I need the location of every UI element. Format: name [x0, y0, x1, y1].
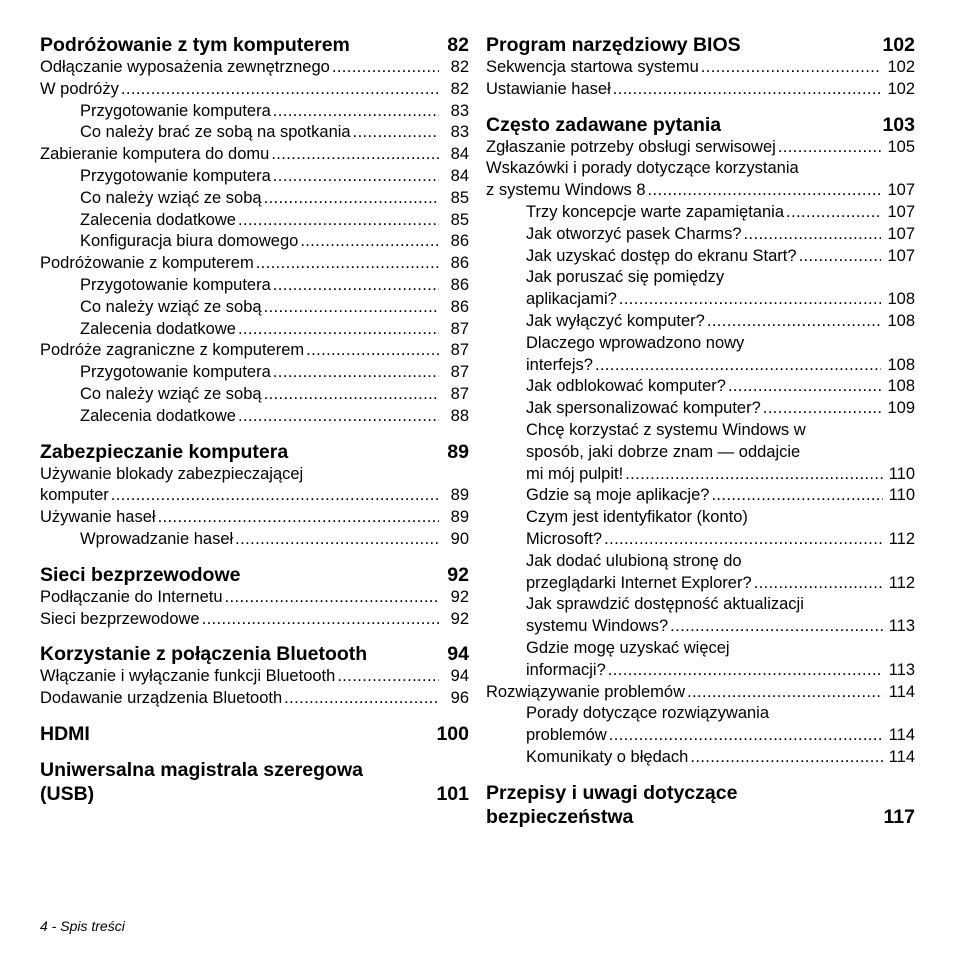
- toc-entry[interactable]: [486, 180, 915, 202]
- toc-entry[interactable]: [40, 253, 469, 275]
- dot-leader: [613, 79, 882, 101]
- toc-entry-text-line: Chcę korzystać z systemu Windows w: [526, 420, 806, 439]
- toc-entry-page-number: 87: [450, 341, 469, 360]
- toc-entry[interactable]: [40, 406, 469, 428]
- dot-leader: [306, 340, 439, 362]
- dot-leader: [273, 166, 439, 188]
- dot-leader: [284, 688, 439, 710]
- page-footer: 4 - Spis treści: [40, 918, 125, 934]
- section-heading[interactable]: [486, 113, 915, 137]
- toc-entry-page-number: 107: [887, 246, 915, 265]
- toc-section: [40, 33, 469, 428]
- toc-entry-page-number: 86: [450, 232, 469, 251]
- toc-entry[interactable]: [40, 297, 469, 319]
- toc-entry-page-number: 86: [450, 275, 469, 294]
- toc-entry[interactable]: [40, 166, 469, 188]
- section-title-line: bezpieczeństwa: [486, 805, 634, 828]
- toc-entry-title: aplikacjami?: [526, 290, 617, 309]
- dot-leader: [711, 485, 882, 507]
- section-heading[interactable]: [40, 33, 469, 57]
- toc-entry-text-line: Używanie blokady zabezpieczającej: [40, 464, 304, 483]
- toc-entry-title: Zabieranie komputera do domu: [40, 145, 270, 164]
- toc-entry-page-number: 82: [450, 58, 469, 76]
- toc-entry-title: przeglądarki Internet Explorer?: [526, 573, 752, 592]
- section-page-number: 117: [883, 805, 915, 828]
- toc-entry-text-line: sposób, jaki dobrze znam — oddajcie: [526, 442, 801, 461]
- toc-entry-page-number: 112: [888, 529, 915, 548]
- toc-right-column: [486, 33, 915, 841]
- section-title-line: Program narzędziowy BIOS: [486, 34, 741, 56]
- section-title-line: Zabezpieczanie komputera: [40, 440, 289, 463]
- toc-entry-page-number: 92: [450, 609, 469, 628]
- section-heading[interactable]: [40, 758, 469, 806]
- toc-entry-title: Konfiguracja biura domowego: [80, 232, 299, 251]
- section-title-line: Uniwersalna magistrala szeregowa: [40, 758, 363, 781]
- toc-entry-title: Używanie haseł: [40, 508, 156, 527]
- section-title-line: Sieci bezprzewodowe: [40, 563, 241, 586]
- toc-entry[interactable]: [40, 666, 469, 688]
- toc-left-column: [40, 33, 469, 818]
- toc-entry-title: Co należy wziąć ze sobą: [80, 297, 262, 316]
- toc-entry-page-number: 92: [450, 587, 469, 606]
- dot-leader: [744, 224, 882, 246]
- section-title: [40, 33, 437, 57]
- toc-entry-title: Odłączanie wyposażenia zewnętrznego: [40, 58, 330, 76]
- dot-leader: [264, 384, 439, 406]
- section-title: [40, 563, 437, 587]
- toc-entry[interactable]: [40, 231, 469, 253]
- dot-leader: [608, 660, 883, 682]
- toc-entry-title: Podróżowanie z komputerem: [40, 254, 254, 273]
- toc-entry[interactable]: [40, 144, 469, 166]
- toc-entry[interactable]: [40, 101, 469, 123]
- section-title: [40, 642, 437, 666]
- dot-leader: [238, 319, 439, 341]
- toc-entry-page-number: 109: [887, 399, 915, 418]
- section-heading[interactable]: [40, 642, 469, 666]
- section-page-number: 101: [436, 782, 469, 805]
- toc-entry-text-line: Jak poruszać się pomiędzy: [526, 268, 725, 287]
- toc-section: [40, 722, 469, 746]
- toc-entry-text-line: Czym jest identyfikator (konto): [526, 508, 748, 527]
- toc-entry-page-number: 89: [450, 486, 469, 505]
- toc-entry-page-number: 82: [450, 79, 469, 98]
- dot-leader: [625, 464, 882, 486]
- toc-entry[interactable]: [40, 384, 469, 406]
- toc-entry-title: Co należy wziąć ze sobą: [80, 384, 262, 403]
- toc-section: [40, 563, 469, 631]
- toc-entry-title: Włączanie i wyłączanie funkcji Bluetooth: [40, 667, 336, 686]
- toc-entry[interactable]: [486, 616, 915, 638]
- dot-leader: [337, 666, 439, 688]
- toc-entry-title: Jak wyłączyć komputer?: [526, 311, 705, 330]
- toc-entry-title: Jak odblokować komputer?: [526, 377, 726, 396]
- section-title: [40, 722, 426, 746]
- toc-entry-title: Przygotowanie komputera: [80, 166, 271, 185]
- section-title: [486, 33, 872, 57]
- toc-entry-page-number: 85: [450, 188, 469, 207]
- dot-leader: [264, 188, 439, 210]
- toc-entry-page-number: 113: [888, 660, 915, 679]
- toc-entry-text-line: Dlaczego wprowadzono nowy: [526, 333, 745, 352]
- toc-entry-page-number: 87: [450, 384, 469, 403]
- dot-leader: [799, 246, 882, 268]
- toc-entry[interactable]: [486, 529, 915, 551]
- dot-leader: [121, 79, 439, 101]
- section-page-number: 100: [436, 722, 469, 745]
- dot-leader: [604, 529, 883, 551]
- toc-entry-page-number: 114: [888, 682, 915, 701]
- toc-entry-title: Przygotowanie komputera: [80, 101, 271, 120]
- dot-leader: [158, 507, 439, 529]
- toc-entry-text-line: Wskazówki i porady dotyczące korzystania: [486, 159, 799, 178]
- dot-leader: [754, 573, 883, 595]
- toc-entry-page-number: 107: [887, 202, 915, 221]
- toc-entry-title: Sekwencja startowa systemu: [486, 58, 699, 76]
- toc-entry-page-number: 108: [887, 311, 915, 330]
- toc-entry-title: Microsoft?: [526, 529, 603, 548]
- toc-entry-page-number: 102: [887, 79, 915, 98]
- dot-leader: [619, 289, 882, 311]
- dot-leader: [271, 144, 439, 166]
- dot-leader: [238, 210, 439, 232]
- toc-entry-title: Co należy wziąć ze sobą: [80, 188, 262, 207]
- dot-leader: [670, 616, 883, 638]
- dot-leader: [300, 231, 439, 253]
- dot-leader: [609, 725, 883, 747]
- section-heading[interactable]: [486, 33, 915, 57]
- dot-leader: [728, 376, 882, 398]
- toc-section: [486, 113, 915, 769]
- section-title: [486, 113, 872, 137]
- section-heading[interactable]: [40, 722, 469, 746]
- toc-entry-page-number: 87: [450, 363, 469, 382]
- dot-leader: [707, 311, 882, 333]
- toc-entry-page-number: 84: [450, 145, 469, 164]
- toc-entry-title: Zalecenia dodatkowe: [80, 406, 236, 425]
- dot-leader: [353, 122, 439, 144]
- toc-entry-title: Jak uzyskać dostęp do ekranu Start?: [526, 246, 797, 265]
- toc-entry[interactable]: [486, 224, 915, 246]
- toc-entry-page-number: 88: [450, 406, 469, 425]
- toc-entry[interactable]: [486, 725, 915, 747]
- dot-leader: [225, 587, 439, 609]
- dot-leader: [763, 398, 882, 420]
- toc-entry-title: Komunikaty o błędach: [526, 747, 689, 766]
- toc-entry[interactable]: [486, 485, 915, 507]
- toc-entry[interactable]: [486, 682, 915, 704]
- toc-entry[interactable]: [40, 210, 469, 232]
- toc-section: [486, 33, 915, 101]
- toc-entry-title: Gdzie są moje aplikacje?: [526, 486, 710, 505]
- toc-entry-page-number: 112: [888, 573, 915, 592]
- toc-entry-title: Jak spersonalizować komputer?: [526, 399, 761, 418]
- section-title-line: Przepisy i uwagi dotyczące: [486, 781, 738, 804]
- toc-entry-title: Ustawianie haseł: [486, 79, 611, 98]
- section-title-line: Korzystanie z połączenia Bluetooth: [40, 643, 368, 666]
- toc-entry-title: systemu Windows?: [526, 617, 669, 636]
- toc-entry[interactable]: [486, 57, 915, 79]
- toc-entry-text-line: Gdzie mogę uzyskać więcej: [526, 638, 730, 657]
- toc-entry[interactable]: [486, 202, 915, 224]
- toc-entry[interactable]: [486, 246, 915, 268]
- toc-entry-text-line: Jak sprawdzić dostępność aktualizacji: [526, 595, 804, 614]
- toc-entry-page-number: 83: [450, 101, 469, 120]
- section-page-number: 103: [882, 113, 915, 136]
- toc-section: [40, 642, 469, 710]
- toc-entry-page-number: 108: [887, 355, 915, 374]
- toc-entry-page-number: 85: [450, 210, 469, 229]
- toc-entry-page-number: 83: [450, 123, 469, 142]
- dot-leader: [264, 297, 439, 319]
- toc-entry[interactable]: [486, 289, 915, 311]
- dot-leader: [687, 682, 883, 704]
- dot-leader: [786, 202, 881, 224]
- toc-entry-title: Co należy brać ze sobą na spotkania: [80, 123, 351, 142]
- toc-entry-page-number: 107: [887, 181, 915, 200]
- toc-entry[interactable]: [486, 398, 915, 420]
- toc-entry-page-number: 86: [450, 254, 469, 273]
- toc-entry[interactable]: [40, 340, 469, 362]
- toc-entry-title: interfejs?: [526, 355, 593, 374]
- toc-entry-page-number: 108: [887, 290, 915, 309]
- toc-entry-page-number: 113: [888, 617, 915, 636]
- toc-entry[interactable]: [486, 355, 915, 377]
- toc-entry-page-number: 96: [450, 689, 469, 708]
- toc-entry-title: Zalecenia dodatkowe: [80, 319, 236, 338]
- toc-entry-title: Zalecenia dodatkowe: [80, 210, 236, 229]
- toc-entry[interactable]: [40, 122, 469, 144]
- toc-entry-title: Przygotowanie komputera: [80, 363, 271, 382]
- toc-entry-page-number: 86: [450, 297, 469, 316]
- toc-entry-title: problemów: [526, 726, 607, 745]
- toc-section: [40, 758, 469, 806]
- toc-entry[interactable]: [486, 376, 915, 398]
- section-title-line: (USB): [40, 782, 95, 805]
- section-title-line: Często zadawane pytania: [486, 113, 722, 136]
- toc-entry[interactable]: [40, 319, 469, 341]
- section-page-number: 94: [447, 643, 469, 666]
- section-heading[interactable]: [40, 563, 469, 587]
- toc-entry[interactable]: [486, 137, 915, 159]
- dot-leader: [778, 137, 882, 159]
- section-page-number: 89: [447, 440, 469, 463]
- toc-entry[interactable]: [486, 573, 915, 595]
- dot-leader: [701, 57, 882, 79]
- toc-entry-title: Zgłaszanie potrzeby obsługi serwisowej: [486, 137, 776, 156]
- section-title-line: HDMI: [40, 722, 90, 745]
- dot-leader: [202, 609, 439, 631]
- toc-entry[interactable]: [486, 747, 915, 769]
- toc-entry-title: Podróże zagraniczne z komputerem: [40, 341, 305, 360]
- toc-entry-text-line: Jak dodać ulubioną stronę do: [526, 551, 742, 570]
- toc-entry-page-number: 108: [887, 377, 915, 396]
- dot-leader: [273, 275, 439, 297]
- toc-entry-text-line: Porady dotyczące rozwiązywania: [526, 704, 770, 723]
- section-title: [486, 781, 874, 829]
- toc-entry[interactable]: [486, 464, 915, 486]
- toc-entry[interactable]: [40, 188, 469, 210]
- section-page-number: 82: [447, 34, 469, 56]
- toc-entry[interactable]: [40, 275, 469, 297]
- dot-leader: [648, 180, 882, 202]
- toc-entry[interactable]: [40, 57, 469, 79]
- toc-entry-title: Rozwiązywanie problemów: [486, 682, 685, 701]
- toc-section: [486, 781, 915, 829]
- toc-entry-page-number: 84: [450, 166, 469, 185]
- toc-entry-page-number: 110: [888, 464, 915, 483]
- toc-entry-page-number: 114: [888, 726, 915, 745]
- section-title-line: Podróżowanie z tym komputerem: [40, 34, 350, 56]
- dot-leader: [273, 101, 439, 123]
- toc-entry-title: Podłączanie do Internetu: [40, 587, 223, 606]
- toc-entry[interactable]: [40, 362, 469, 384]
- toc-entry-title: Sieci bezprzewodowe: [40, 609, 200, 628]
- toc-entry[interactable]: [40, 507, 469, 529]
- toc-entry-title: W podróży: [40, 79, 119, 98]
- toc-entry[interactable]: [40, 587, 469, 609]
- dot-leader: [238, 406, 439, 428]
- dot-leader: [111, 485, 439, 507]
- toc-entry[interactable]: [486, 79, 915, 101]
- section-page-number: 92: [447, 563, 469, 586]
- toc-entry-page-number: 90: [450, 529, 469, 548]
- toc-entry-title: z systemu Windows 8: [486, 181, 646, 200]
- section-page-number: 102: [882, 34, 915, 56]
- toc-entry-page-number: 87: [450, 319, 469, 338]
- toc-entry[interactable]: [40, 688, 469, 710]
- section-heading[interactable]: [486, 781, 915, 829]
- dot-leader: [273, 362, 439, 384]
- toc-entry-title: Jak otworzyć pasek Charms?: [526, 224, 742, 243]
- toc-entry[interactable]: [40, 485, 469, 507]
- toc-entry-title: Trzy koncepcje warte zapamiętania: [526, 202, 785, 221]
- dot-leader: [235, 529, 439, 551]
- toc-entry[interactable]: [40, 79, 469, 101]
- dot-leader: [332, 57, 439, 79]
- toc-entry-title: Przygotowanie komputera: [80, 275, 271, 294]
- toc-entry-title: Dodawanie urządzenia Bluetooth: [40, 689, 283, 708]
- section-title: [40, 758, 426, 806]
- toc-entry-title: komputer: [40, 486, 109, 505]
- dot-leader: [690, 747, 882, 769]
- toc-section: [40, 440, 469, 551]
- toc-entry-page-number: 102: [887, 58, 915, 76]
- dot-leader: [595, 355, 882, 377]
- toc-entry-page-number: 110: [888, 486, 915, 505]
- toc-entry[interactable]: [40, 529, 469, 551]
- dot-leader: [256, 253, 439, 275]
- section-title: [40, 440, 437, 464]
- toc-entry-title: informacji?: [526, 660, 606, 679]
- section-heading[interactable]: [40, 440, 469, 464]
- toc-entry[interactable]: [486, 660, 915, 682]
- toc-entry-page-number: 105: [887, 137, 915, 156]
- toc-entry-page-number: 114: [888, 747, 915, 766]
- toc-entry[interactable]: [40, 609, 469, 631]
- toc-entry-title: mi mój pulpit!: [526, 464, 624, 483]
- toc-entry-page-number: 107: [887, 224, 915, 243]
- toc-entry-title: Wprowadzanie haseł: [80, 529, 234, 548]
- toc-entry-page-number: 94: [450, 667, 469, 686]
- toc-entry[interactable]: [486, 311, 915, 333]
- toc-entry-page-number: 89: [450, 508, 469, 527]
